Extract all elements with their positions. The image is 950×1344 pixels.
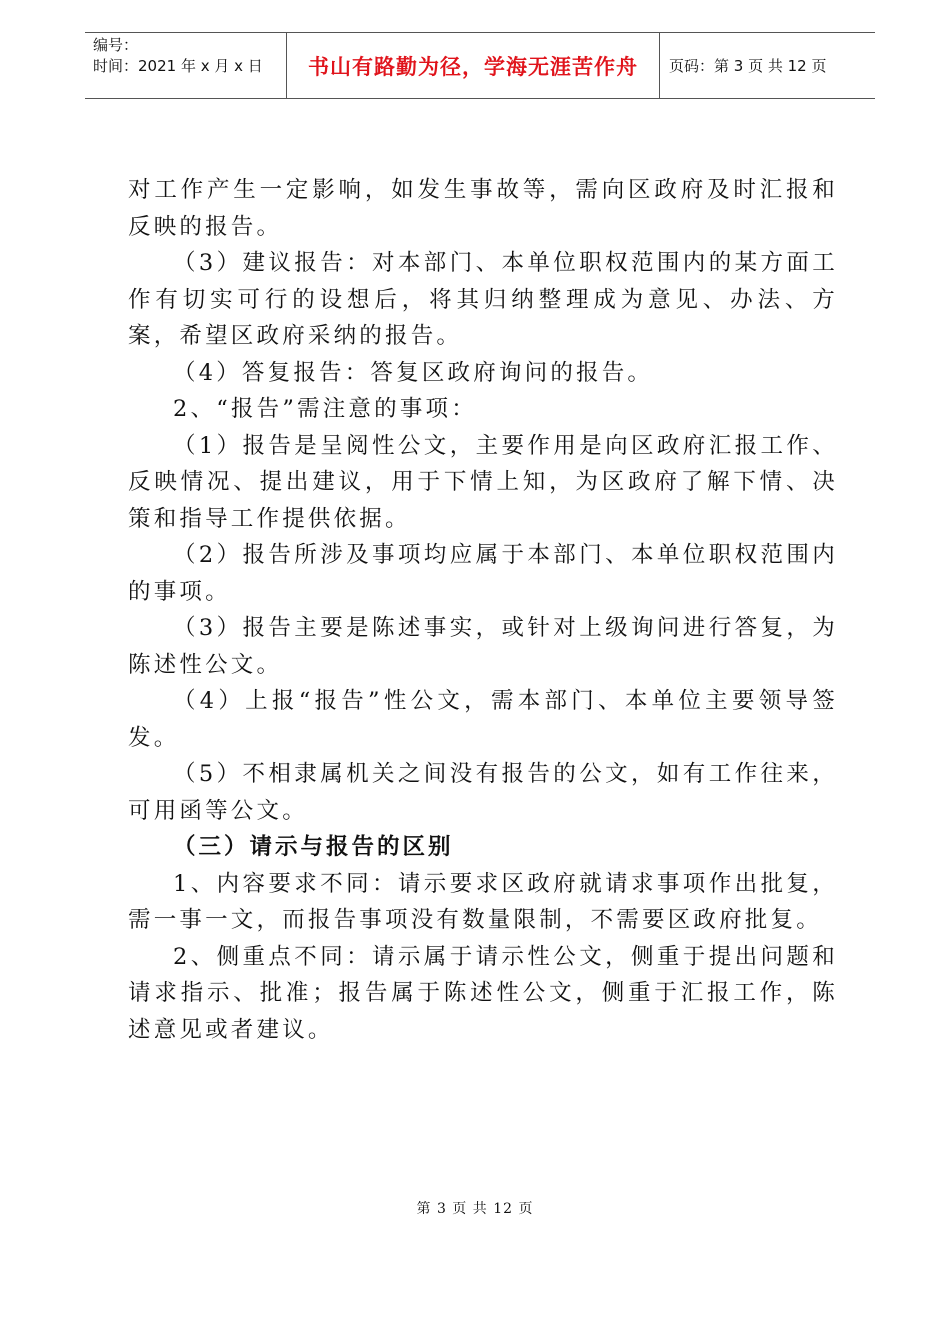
paragraph: （4）上报“报告”性公文，需本部门、本单位主要领导签发。 — [128, 688, 838, 751]
paragraph: （3）报告主要是陈述事实，或针对上级询问进行答复，为陈述性公文。 — [128, 615, 838, 678]
paragraph: 对工作产生一定影响，如发生事故等，需向区政府及时汇报和反映的报告。 — [128, 177, 838, 240]
paragraph: 2、侧重点不同：请示属于请示性公文，侧重于提出问题和请求指示、批准；报告属于陈述性公文，侧重于汇报工作，陈述意见或者建议。 — [128, 943, 838, 1043]
paragraph: 2、“报告”需注意的事项： — [173, 396, 477, 422]
page-footer: 第 3 页 共 12 页 — [416, 1201, 534, 1217]
paragraph: （5）不相隶属机关之间没有报告的公文，如有工作往来，可用函等公文。 — [128, 761, 838, 824]
document-number-label: 编号： — [93, 36, 139, 54]
paragraph: （3）建议报告：对本部门、本单位职权范围内的某方面工作有切实可行的设想后，将其归纳整理成为意见、办法、方案，希望区政府采纳的报告。 — [128, 250, 838, 349]
header-motto: 书山有路勤为径，学海无涯苦作舟 — [286, 33, 660, 98]
header-meta — [85, 33, 286, 98]
section-heading: （三）请示与报告的区别 — [173, 834, 454, 860]
paragraph: （4）答复报告：答复区政府询问的报告。 — [173, 359, 654, 386]
paragraph: （2）报告所涉及事项均应属于本部门、本单位职权范围内的事项。 — [128, 542, 838, 605]
header-page-info: 页码：第 3 页 共 12 页 — [669, 57, 827, 75]
document-time-label: 时间：2021 年 x 月 x 日 — [93, 57, 263, 75]
document-body — [128, 172, 838, 1048]
document-header — [85, 32, 875, 99]
paragraph: （1）报告是呈阅性公文，主要作用是向区政府汇报工作、反映情况、提出建议，用于下情上知，为区政府了解下情、决策和指导工作提供依据。 — [128, 432, 838, 532]
paragraph: 1、内容要求不同：请示要求区政府就请求事项作出批复，需一事一文，而报告事项没有数量限制，不需要区政府批复。 — [128, 870, 838, 933]
